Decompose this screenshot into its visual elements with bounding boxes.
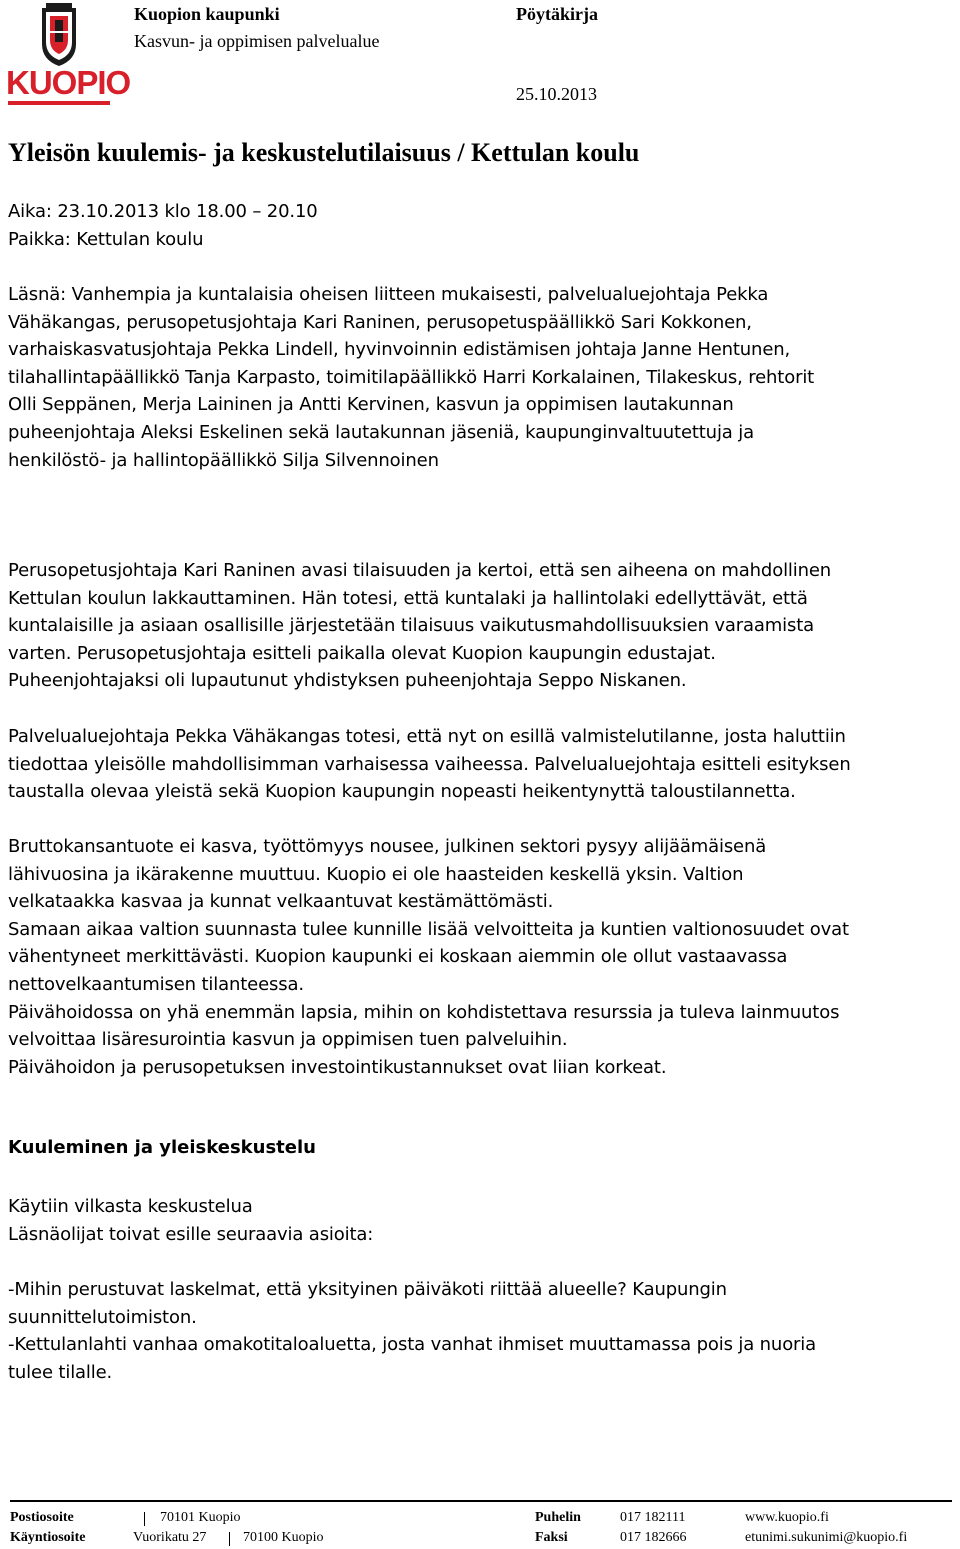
meeting-time: Aika: 23.10.2013 klo 18.00 – 20.10 (8, 201, 318, 222)
footer-separator (229, 1532, 230, 1546)
page-title: Yleisön kuulemis- ja keskustelutilaisuus / Kettulan koulu (8, 138, 640, 167)
document-type: Pöytäkirja (516, 4, 598, 24)
footer-email[interactable]: etunimi.sukunimi@kuopio.fi (745, 1530, 908, 1545)
attendees-text: Läsnä: Vanhempia ja kuntalaisia oheisen liitteen mukaisesti, palvelualuejohtaja Pekka Vähäkangas, perusopetusjohtaja Kari Raninen, perusopetuspäällikkö Sari Kokkonen, varhaiskasvatusjohtaja Pekka Lindell, hyvinvoinnin edistämisen johtaja Janne Hentunen, tilahallintapäällikkö Tanja Karpasto, toimitilapäällikkö Harri Korkalainen, Tilakeskus, rehtorit Olli Seppänen, Merja Laininen ja Antti Kervinen, kasvun ja oppimisen lautakunnan puheenjohtaja Aleksi Eskelinen sekä lautakunnan jäseniä, kaupunginvaltuutettuja ja henkilöstö- ja hallintopäällikkö Silja Silvennoinen (8, 284, 815, 471)
kuopio-logo (6, 2, 131, 106)
footer-postal-label: Postiosoite (10, 1510, 74, 1525)
body-paragraph-3 (8, 833, 958, 1081)
body-paragraph-1 (8, 557, 958, 695)
footer-visit-city: 70100 Kuopio (243, 1530, 324, 1545)
footer-visit-label: Käyntiosoite (10, 1530, 86, 1545)
footer-fax-value: 017 182666 (620, 1530, 687, 1545)
footer-phone-label: Puhelin (535, 1510, 581, 1525)
section-intro (8, 1193, 958, 1248)
unit-name: Kasvun- ja oppimisen palvelualue (134, 31, 380, 51)
footer-fax-label: Faksi (535, 1530, 568, 1545)
footer-postal-value: 70101 Kuopio (160, 1510, 241, 1525)
footer-website[interactable]: www.kuopio.fi (745, 1510, 829, 1525)
discussion-items (8, 1276, 958, 1386)
footer-separator (144, 1512, 145, 1526)
paragraph-text: Perusopetusjohtaja Kari Raninen avasi tilaisuuden ja kertoi, että sen aiheena on mahdollinen Kettulan koulun lakkauttaminen. Hän totesi, että kuntalaki ja hallintolaki edellyttävät, että kuntalaisille ja asiaan osallisille järjestetään tilaisuus vaikutusmahdollisuuksien varaamista varten. Perusopetusjohtaja esitteli paikalla olevat Kuopion kaupungin edustajat. Puheenjohtajaksi oli lupautunut yhdistyksen puheenjohtaja Seppo Niskanen. (8, 560, 832, 692)
section-heading: Kuuleminen ja yleiskeskustelu (8, 1137, 316, 1158)
meeting-meta (8, 198, 958, 253)
organization-name: Kuopion kaupunki (134, 4, 280, 24)
paragraph-text: Bruttokansantuote ei kasva, työttömyys nousee, julkinen sektori pysyy alijäämäisenä lähivuosina ja ikärakenne muuttuu. Kuopio ei ole haasteiden keskellä yksin. Valtion velkataakka kasvaa ja kunnat velkaantuvat kestämättömästi. Samaan aikaa valtion suunnasta tulee kunnille lisää velvoitteita ja kuntien valtionosuudet ovat vähentyneet merkittävästi. Kuopion kaupunki ei koskaan aiemmin ole ollut vastaavassa nettovelkaantumisen tilanteessa. Päivähoidossa on yhä enemmän lapsia, mihin on kohdistettava resurssia ja tuleva lainmuutos velvoittaa lisäresurointia kasvun ja oppimisen tuen palveluihin. Päivähoidon ja perusopetuksen investointikustannukset ovat liian korkeat. (8, 836, 849, 1078)
paragraph-text: Palvelualuejohtaja Pekka Vähäkangas totesi, että nyt on esillä valmistelutilanne, josta haluttiin tiedottaa yleisölle mahdollisimman varhaisessa vaiheessa. Palvelualuejohtaja esitteli esityksen taustalla olevaa yleistä sekä Kuopion kaupungin nopeasti heikentynyttä taloustilannetta. (8, 726, 851, 803)
logo-wordmark: KUOPIO (6, 64, 131, 101)
footer-divider (10, 1500, 952, 1502)
footer-visit-street: Vuorikatu 27 (133, 1530, 207, 1545)
section-intro-text: Käytiin vilkasta keskustelua Läsnäolijat toivat esille seuraavia asioita: (8, 1196, 374, 1245)
meeting-place: Paikka: Kettulan koulu (8, 228, 204, 250)
footer-phone-value: 017 182111 (620, 1510, 686, 1525)
attendees-paragraph (8, 281, 958, 474)
body-paragraph-2 (8, 723, 958, 806)
document-date: 25.10.2013 (516, 84, 597, 104)
logo-underline (8, 101, 110, 105)
discussion-items-text: -Mihin perustuvat laskelmat, että yksityinen päiväkoti riittää alueelle? Kaupungin suunnittelutoimiston. -Kettulanlahti vanhaa omakotitaloaluetta, josta vanhat ihmiset muuttamassa pois ja nuoria tulee tilalle. (8, 1279, 817, 1383)
